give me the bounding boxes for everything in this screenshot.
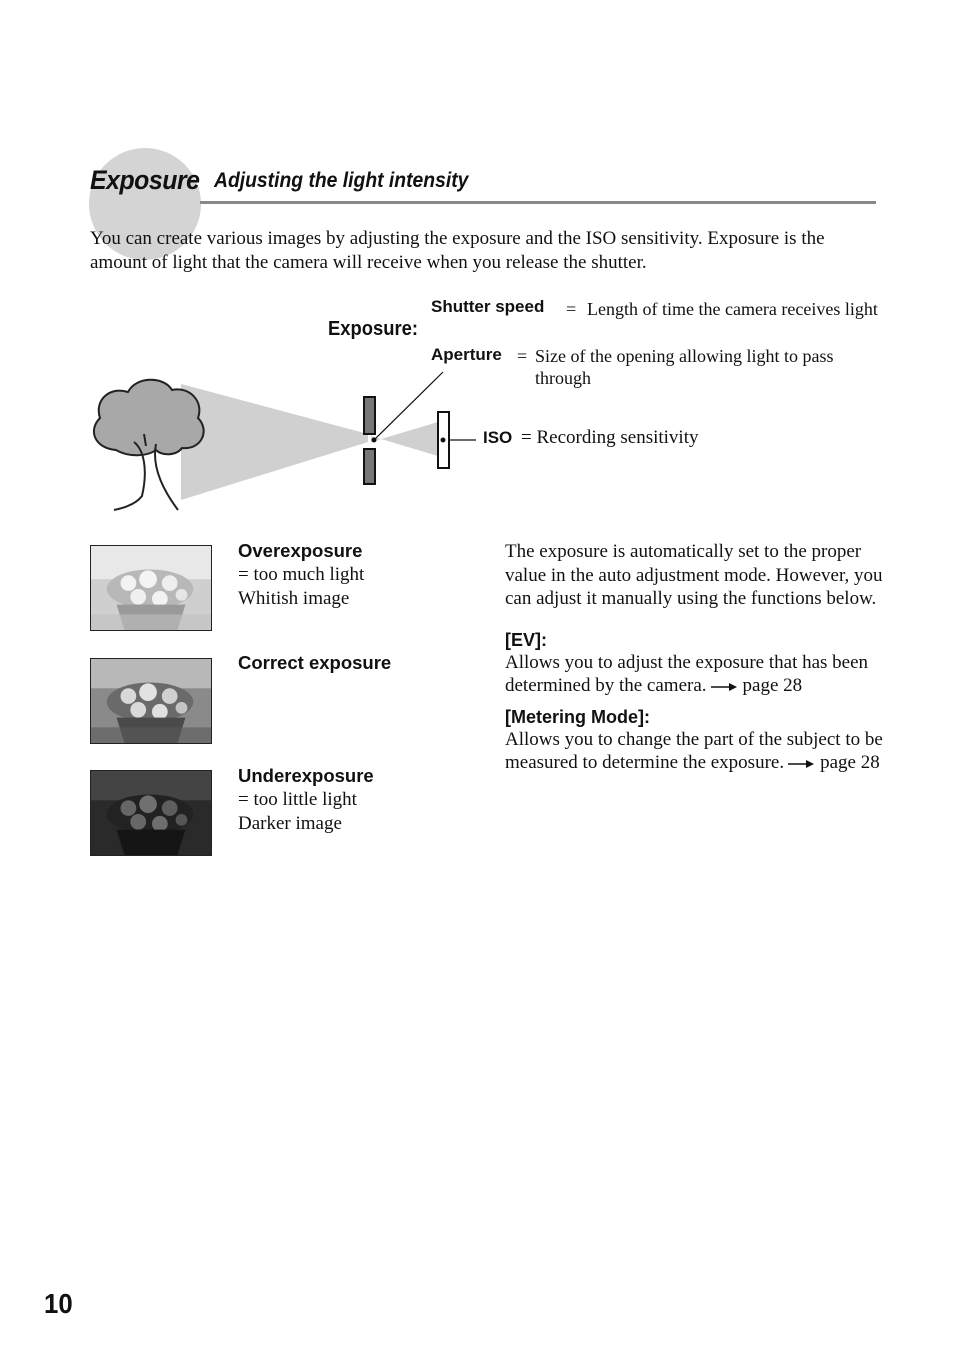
overexposure-line2: Whitish image [238,588,350,609]
underexposure-line1: = too little light [238,789,357,810]
correct-exposure-photo [90,658,212,744]
metering-mode-paragraph [505,728,885,775]
section-title: Exposure [90,165,200,195]
shutter-speed-description: Length of time the camera receives light [587,299,878,319]
overexposure-title: Overexposure [238,540,363,561]
arrow-right-icon [788,759,814,769]
aperture-equals: = [517,346,528,366]
ev-heading: [EV]: [505,629,547,650]
right-column [505,540,885,775]
ev-paragraph [505,651,885,698]
aperture-description: Size of the opening allowing light to pass through [535,346,834,388]
overexposure-line1: = too much light [238,564,365,585]
aperture-bar-top [364,397,375,434]
intro-paragraph: You can create various images by adjusting the exposure and the ISO sensitivity. Exposure is the amount of light that the camera will receive when you release the shutter. [90,228,825,273]
aperture-term: Aperture [431,345,502,364]
light-beam [181,384,368,500]
aperture-bar-bottom [364,449,375,484]
metering-mode-heading: [Metering Mode]: [505,706,650,727]
section-subtitle: Adjusting the light intensity [214,169,469,192]
header-rule [200,201,876,204]
metering-mode-page-ref: page 28 [820,752,880,773]
exposure-diagram [86,370,486,520]
underexposure-line2: Darker image [238,813,342,834]
auto-adjust-paragraph: The exposure is automatically set to the proper value in the auto adjustment mode. However, you can adjust it manually using the functions below. [505,541,883,609]
iso-term: ISO [483,428,513,447]
iso-description: = Recording sensitivity [521,427,699,448]
underexposure-photo [90,770,212,856]
exposure-label: Exposure: [328,318,418,340]
tree-icon [94,380,204,456]
overexposure-photo [90,545,212,631]
arrow-right-icon [711,682,737,692]
metering-mode-text: Allows you to change the part of the subject to be measured to determine the exposure. [505,728,883,773]
ev-text: Allows you to adjust the exposure that has been determined by the camera. [505,651,869,696]
correct-exposure-title: Correct exposure [238,652,392,673]
ev-page-ref: page 28 [742,675,803,696]
shutter-speed-equals: = [566,299,577,319]
underexposure-title: Underexposure [238,765,374,786]
shutter-speed-term: Shutter speed [431,297,545,316]
page-number: 10 [44,1288,73,1319]
light-beam-narrow [371,422,438,456]
